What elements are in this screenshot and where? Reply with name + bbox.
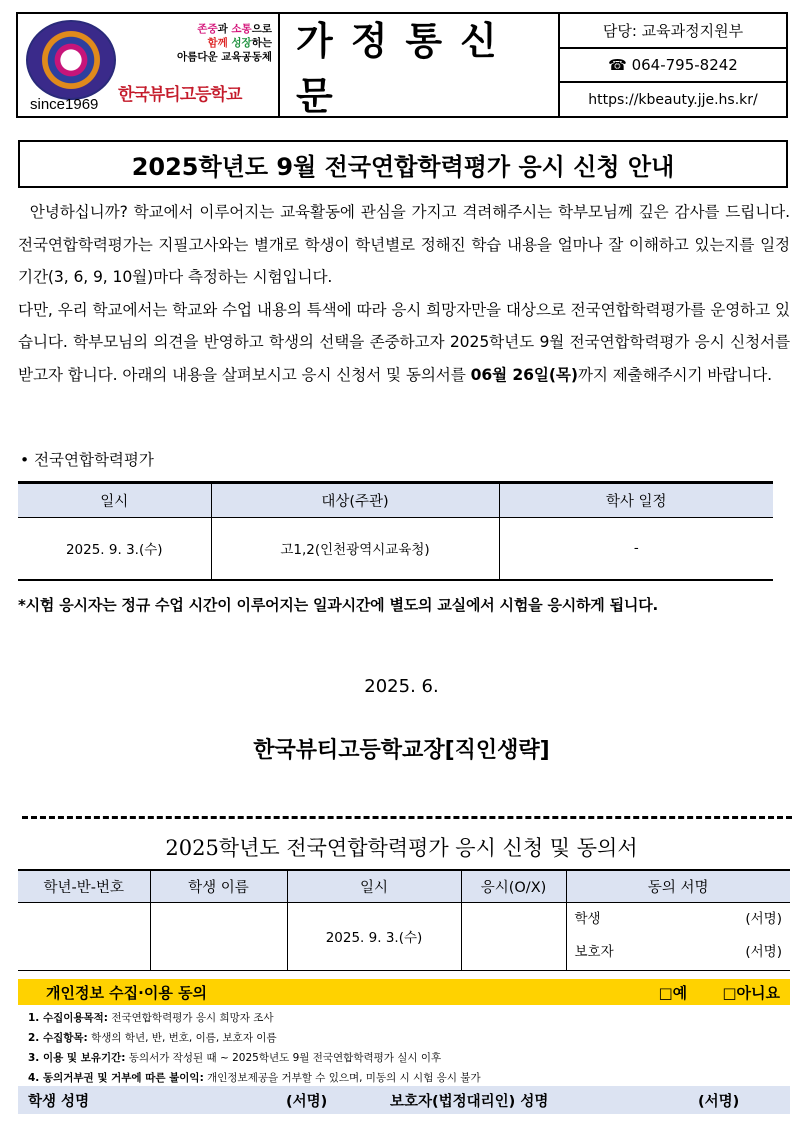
table-row [18, 902, 790, 970]
consent-title: 개인정보 수집·이용 동의 [46, 983, 208, 1002]
intro-paragraph-1: 안녕하십니까? 학교에서 이루어지는 교육활동에 관심을 가지고 격려해주시는 학부모님께 깊은 감사를 드립니다. 전국연합학력평가는 지필고사와는 별개로 학생이 학년별로 정해진 학습 내용을 얼마나 잘 이해하고 있는지를 일정 기간(3, 6, 9, 10월)마다 측정하는 시험입니다. [18, 203, 790, 286]
list-item: 1. 수집이용목적: 전국연합학력평가 응시 희망자 조사 [28, 1012, 274, 1024]
intro-paragraph-2: 다만, 우리 학교에서는 학교와 수업 내용의 특색에 따라 응시 희망자만을 대상으로 전국연합학력평가를 운영하고 있습니다. 학부모님의 의견을 반영하고 학생의 선택을 존중하고자 2025학년도 9월 전국연합학력평가 응시 신청서를 받고자 합니다. 아래의 내용을 살펴보시고 응시 신청서 및 동의서를 06월 26일(목)까지 제출해주시기 바랍니다. [18, 300, 790, 384]
form-header-name: 학생 이름 [150, 870, 287, 902]
consent-no-checkbox[interactable]: □아니요 [722, 983, 780, 1002]
issue-date: 2025. 6. [364, 676, 439, 697]
student-sign-label: 학생 성명 [28, 1093, 90, 1110]
schedule-header-target: 대상(주관) [211, 483, 499, 518]
school-url[interactable]: https://kbeauty.jje.hs.kr/ [588, 91, 758, 108]
table-row [18, 518, 773, 580]
class-number-field[interactable] [18, 902, 150, 970]
form-header-attend: 응시(O/X) [461, 870, 566, 902]
principal-signature: 한국뷰티고등학교장[직인생략] [253, 738, 550, 763]
cut-line [22, 816, 792, 819]
application-form-table [18, 869, 790, 971]
parent-sign-label: 보호자(법정대리인) 성명 [390, 1093, 549, 1110]
student-name-field[interactable] [150, 902, 287, 970]
school-emblem-icon [26, 20, 116, 100]
consent-items [28, 1008, 481, 1088]
intro-text [18, 196, 790, 391]
schedule-calendar: - [499, 518, 773, 580]
schedule-target: 고1,2(인천광역시교육청) [211, 518, 499, 580]
school-slogan: 존중과 소통으로 함께 성장하는 아름다운 교육공동체 [177, 23, 272, 63]
list-item: 2. 수집항목: 학생의 학년, 반, 번호, 이름, 보호자 이름 [28, 1032, 277, 1044]
phone-number: ☎ 064-795-8242 [560, 49, 786, 84]
consent-signature-row[interactable] [18, 1086, 790, 1114]
schedule-date: 2025. 9. 3.(수) [18, 518, 211, 580]
schedule-label: • 전국연합학력평가 [20, 451, 154, 469]
form-title: 2025학년도 전국연합학력평가 응시 신청 및 동의서 [165, 836, 638, 860]
attend-field[interactable] [461, 902, 566, 970]
deadline: 06월 26일(목) [470, 365, 578, 384]
school-logo-area [18, 14, 280, 116]
form-header-sign: 동의 서명 [566, 870, 790, 902]
schedule-header-calendar: 학사 일정 [499, 483, 773, 518]
form-header-date: 일시 [287, 870, 461, 902]
list-item: 3. 이용 및 보유기간: 동의서가 작성된 때 ~ 2025학년도 9월 전국연합학력평가 실시 이후 [28, 1052, 442, 1064]
sign-field[interactable]: 학생 (서명) 보호자 (서명) [566, 902, 790, 970]
since-year: since1969 [30, 96, 99, 113]
contact-info [560, 14, 786, 116]
student-sign-mark: (서명) [286, 1093, 328, 1110]
form-date: 2025. 9. 3.(수) [287, 902, 461, 970]
parent-sign-mark: (서명) [698, 1093, 740, 1110]
letter-title: 가정통신문 [280, 14, 560, 116]
exam-note: *시험 응시자는 정규 수업 시간이 이루어지는 일과시간에 별도의 교실에서 시험을 응시하게 됩니다. [18, 596, 658, 614]
department: 담당: 교육과정지원부 [560, 14, 786, 49]
schedule-header-date: 일시 [18, 483, 211, 518]
notice-title: 2025학년도 9월 전국연합학력평가 응시 신청 안내 [18, 140, 788, 188]
form-header-class: 학년-반-번호 [18, 870, 150, 902]
consent-yes-checkbox[interactable]: □예 [658, 983, 688, 1002]
list-item: 4. 동의거부권 및 거부에 따른 불이익: 개인정보제공을 거부할 수 있으며, 미동의 시 시험 응시 불가 [28, 1072, 481, 1084]
letter-header [16, 12, 788, 118]
consent-bar [18, 979, 790, 1005]
schedule-table [18, 481, 773, 581]
school-name: 한국뷰티고등학교 [118, 85, 242, 105]
